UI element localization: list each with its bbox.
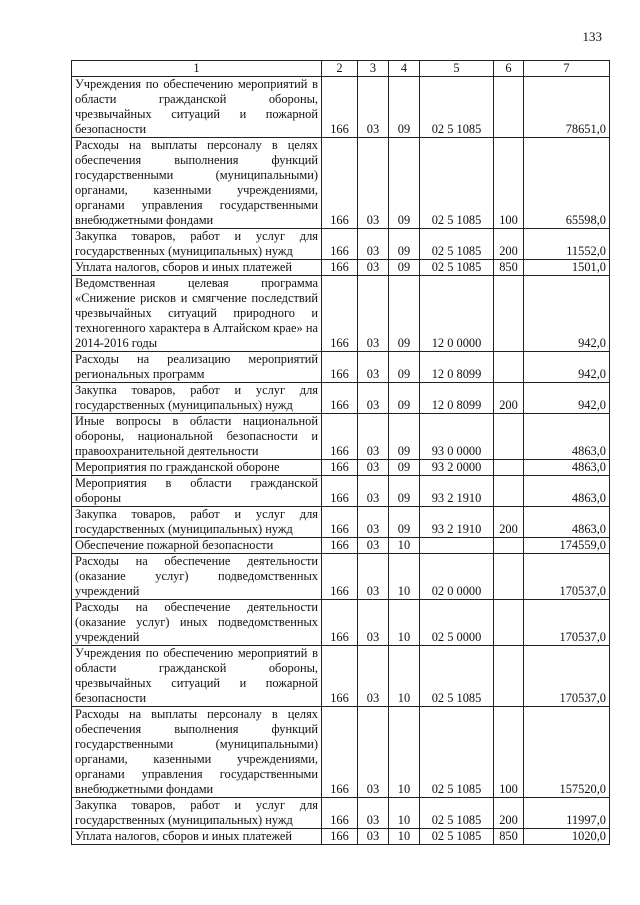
row-amount-cell: 4863,0: [524, 507, 610, 538]
row-expense-type-cell: [494, 538, 524, 554]
row-name-cell: Мероприятия в области гражданской обороны: [72, 476, 322, 507]
table-row: [72, 646, 610, 707]
row-section-cell: 03: [358, 798, 389, 829]
row-target-article-cell: 02 5 1085: [420, 260, 494, 276]
row-target-article-cell: 02 5 1085: [420, 138, 494, 229]
row-expense-type-cell: 200: [494, 507, 524, 538]
row-subsection-cell: 09: [389, 229, 420, 260]
column-header: 5: [420, 61, 494, 77]
row-name-cell: Расходы на обеспечение деятельности (оказание услуг) подведомственных учреждений: [72, 554, 322, 600]
row-section-cell: 03: [358, 507, 389, 538]
row-target-article-cell: 12 0 8099: [420, 383, 494, 414]
table-row: [72, 460, 610, 476]
row-grbs-cell: 166: [322, 507, 358, 538]
row-expense-type-cell: 200: [494, 798, 524, 829]
row-section-cell: 03: [358, 538, 389, 554]
row-grbs-cell: 166: [322, 554, 358, 600]
row-target-article-cell: 12 0 8099: [420, 352, 494, 383]
row-grbs-cell: 166: [322, 414, 358, 460]
row-expense-type-cell: [494, 646, 524, 707]
row-section-cell: 03: [358, 77, 389, 138]
row-grbs-cell: 166: [322, 276, 358, 352]
row-amount-cell: 942,0: [524, 383, 610, 414]
row-grbs-cell: 166: [322, 798, 358, 829]
table-row: [72, 229, 610, 260]
row-amount-cell: 942,0: [524, 276, 610, 352]
column-header: 7: [524, 61, 610, 77]
row-target-article-cell: 02 5 1085: [420, 798, 494, 829]
row-expense-type-cell: [494, 554, 524, 600]
row-name-cell: Уплата налогов, сборов и иных платежей: [72, 260, 322, 276]
row-expense-type-cell: [494, 77, 524, 138]
row-subsection-cell: 09: [389, 260, 420, 276]
row-subsection-cell: 10: [389, 707, 420, 798]
table-header-row: [72, 61, 610, 77]
table-row: [72, 554, 610, 600]
row-name-cell: Закупка товаров, работ и услуг для государственных (муниципальных) нужд: [72, 798, 322, 829]
row-amount-cell: 174559,0: [524, 538, 610, 554]
row-section-cell: 03: [358, 138, 389, 229]
row-target-article-cell: 12 0 0000: [420, 276, 494, 352]
column-header: 6: [494, 61, 524, 77]
row-expense-type-cell: 850: [494, 829, 524, 845]
row-subsection-cell: 10: [389, 798, 420, 829]
column-header: 2: [322, 61, 358, 77]
row-amount-cell: 11997,0: [524, 798, 610, 829]
row-target-article-cell: 02 5 1085: [420, 829, 494, 845]
row-name-cell: Ведомственная целевая программа «Снижение рисков и смягчение последствий чрезвычайных ситуаций природного и техногенного характера в Алтайском крае» на 2014-2016 годы: [72, 276, 322, 352]
row-grbs-cell: 166: [322, 77, 358, 138]
table-row: [72, 538, 610, 554]
row-amount-cell: 170537,0: [524, 600, 610, 646]
row-section-cell: 03: [358, 229, 389, 260]
row-amount-cell: 170537,0: [524, 646, 610, 707]
table-row: [72, 707, 610, 798]
row-grbs-cell: 166: [322, 138, 358, 229]
row-expense-type-cell: [494, 276, 524, 352]
table-row: [72, 260, 610, 276]
row-name-cell: Иные вопросы в области национальной обороны, национальной безопасности и правоохранительной деятельности: [72, 414, 322, 460]
row-expense-type-cell: [494, 600, 524, 646]
row-name-cell: Учреждения по обеспечению мероприятий в области гражданской обороны, чрезвычайных ситуаций и пожарной безопасности: [72, 646, 322, 707]
table-row: [72, 476, 610, 507]
row-subsection-cell: 09: [389, 138, 420, 229]
column-header: 1: [72, 61, 322, 77]
row-grbs-cell: 166: [322, 383, 358, 414]
row-subsection-cell: 10: [389, 600, 420, 646]
table-row: [72, 798, 610, 829]
row-expense-type-cell: 100: [494, 707, 524, 798]
row-section-cell: 03: [358, 383, 389, 414]
row-subsection-cell: 09: [389, 383, 420, 414]
row-amount-cell: 157520,0: [524, 707, 610, 798]
row-grbs-cell: 166: [322, 538, 358, 554]
row-amount-cell: 4863,0: [524, 414, 610, 460]
row-name-cell: Уплата налогов, сборов и иных платежей: [72, 829, 322, 845]
row-name-cell: Расходы на выплаты персоналу в целях обеспечения выполнения функций государственными (муниципальными) органами, казенными учреждениями, органами управления государственными внебюджетными фондами: [72, 138, 322, 229]
row-name-cell: Расходы на выплаты персоналу в целях обеспечения выполнения функций государственными (муниципальными) органами, казенными учреждениями, органами управления государственными внебюджетными фондами: [72, 707, 322, 798]
row-target-article-cell: 02 5 0000: [420, 600, 494, 646]
row-name-cell: Закупка товаров, работ и услуг для государственных (муниципальных) нужд: [72, 507, 322, 538]
row-amount-cell: 65598,0: [524, 138, 610, 229]
row-amount-cell: 78651,0: [524, 77, 610, 138]
row-target-article-cell: 02 5 1085: [420, 77, 494, 138]
row-section-cell: 03: [358, 554, 389, 600]
table-row: [72, 352, 610, 383]
row-grbs-cell: 166: [322, 829, 358, 845]
row-name-cell: Учреждения по обеспечению мероприятий в области гражданской обороны, чрезвычайных ситуаций и пожарной безопасности: [72, 77, 322, 138]
row-subsection-cell: 09: [389, 507, 420, 538]
row-amount-cell: 4863,0: [524, 476, 610, 507]
row-target-article-cell: 93 2 1910: [420, 507, 494, 538]
row-section-cell: 03: [358, 646, 389, 707]
page-number: 133: [582, 29, 602, 44]
row-expense-type-cell: [494, 460, 524, 476]
row-amount-cell: 170537,0: [524, 554, 610, 600]
row-expense-type-cell: 100: [494, 138, 524, 229]
row-section-cell: 03: [358, 352, 389, 383]
table-row: [72, 383, 610, 414]
row-grbs-cell: 166: [322, 600, 358, 646]
row-subsection-cell: 09: [389, 77, 420, 138]
row-grbs-cell: 166: [322, 646, 358, 707]
row-expense-type-cell: [494, 476, 524, 507]
row-grbs-cell: 166: [322, 460, 358, 476]
row-section-cell: 03: [358, 414, 389, 460]
row-section-cell: 03: [358, 600, 389, 646]
row-target-article-cell: [420, 538, 494, 554]
column-header: 3: [358, 61, 389, 77]
row-section-cell: 03: [358, 829, 389, 845]
column-header: 4: [389, 61, 420, 77]
row-target-article-cell: 02 5 1085: [420, 229, 494, 260]
row-expense-type-cell: 850: [494, 260, 524, 276]
row-section-cell: 03: [358, 707, 389, 798]
row-amount-cell: 1501,0: [524, 260, 610, 276]
row-grbs-cell: 166: [322, 260, 358, 276]
row-subsection-cell: 10: [389, 538, 420, 554]
row-subsection-cell: 09: [389, 460, 420, 476]
row-subsection-cell: 10: [389, 829, 420, 845]
budget-table: [71, 60, 610, 845]
row-subsection-cell: 10: [389, 554, 420, 600]
row-grbs-cell: 166: [322, 229, 358, 260]
row-name-cell: Расходы на обеспечение деятельности (оказание услуг) иных подведомственных учреждений: [72, 600, 322, 646]
row-section-cell: 03: [358, 276, 389, 352]
row-subsection-cell: 09: [389, 414, 420, 460]
row-name-cell: Расходы на реализацию мероприятий региональных программ: [72, 352, 322, 383]
table-row: [72, 414, 610, 460]
table-row: [72, 276, 610, 352]
row-expense-type-cell: [494, 414, 524, 460]
row-expense-type-cell: [494, 352, 524, 383]
row-name-cell: Закупка товаров, работ и услуг для государственных (муниципальных) нужд: [72, 229, 322, 260]
row-grbs-cell: 166: [322, 476, 358, 507]
row-expense-type-cell: 200: [494, 383, 524, 414]
row-target-article-cell: 93 0 0000: [420, 414, 494, 460]
row-name-cell: Обеспечение пожарной безопасности: [72, 538, 322, 554]
row-subsection-cell: 09: [389, 276, 420, 352]
row-grbs-cell: 166: [322, 352, 358, 383]
row-name-cell: Закупка товаров, работ и услуг для государственных (муниципальных) нужд: [72, 383, 322, 414]
row-section-cell: 03: [358, 460, 389, 476]
table-row: [72, 829, 610, 845]
row-target-article-cell: 93 2 0000: [420, 460, 494, 476]
row-expense-type-cell: 200: [494, 229, 524, 260]
row-amount-cell: 1020,0: [524, 829, 610, 845]
row-section-cell: 03: [358, 260, 389, 276]
table-row: [72, 138, 610, 229]
row-subsection-cell: 09: [389, 476, 420, 507]
row-section-cell: 03: [358, 476, 389, 507]
row-subsection-cell: 10: [389, 646, 420, 707]
row-subsection-cell: 09: [389, 352, 420, 383]
row-target-article-cell: 02 5 1085: [420, 646, 494, 707]
row-amount-cell: 11552,0: [524, 229, 610, 260]
row-target-article-cell: 02 5 1085: [420, 707, 494, 798]
row-target-article-cell: 93 2 1910: [420, 476, 494, 507]
row-amount-cell: 4863,0: [524, 460, 610, 476]
table-body: [72, 77, 610, 845]
table-row: [72, 507, 610, 538]
table-row: [72, 600, 610, 646]
row-grbs-cell: 166: [322, 707, 358, 798]
row-amount-cell: 942,0: [524, 352, 610, 383]
row-name-cell: Мероприятия по гражданской обороне: [72, 460, 322, 476]
table-row: [72, 77, 610, 138]
row-target-article-cell: 02 0 0000: [420, 554, 494, 600]
